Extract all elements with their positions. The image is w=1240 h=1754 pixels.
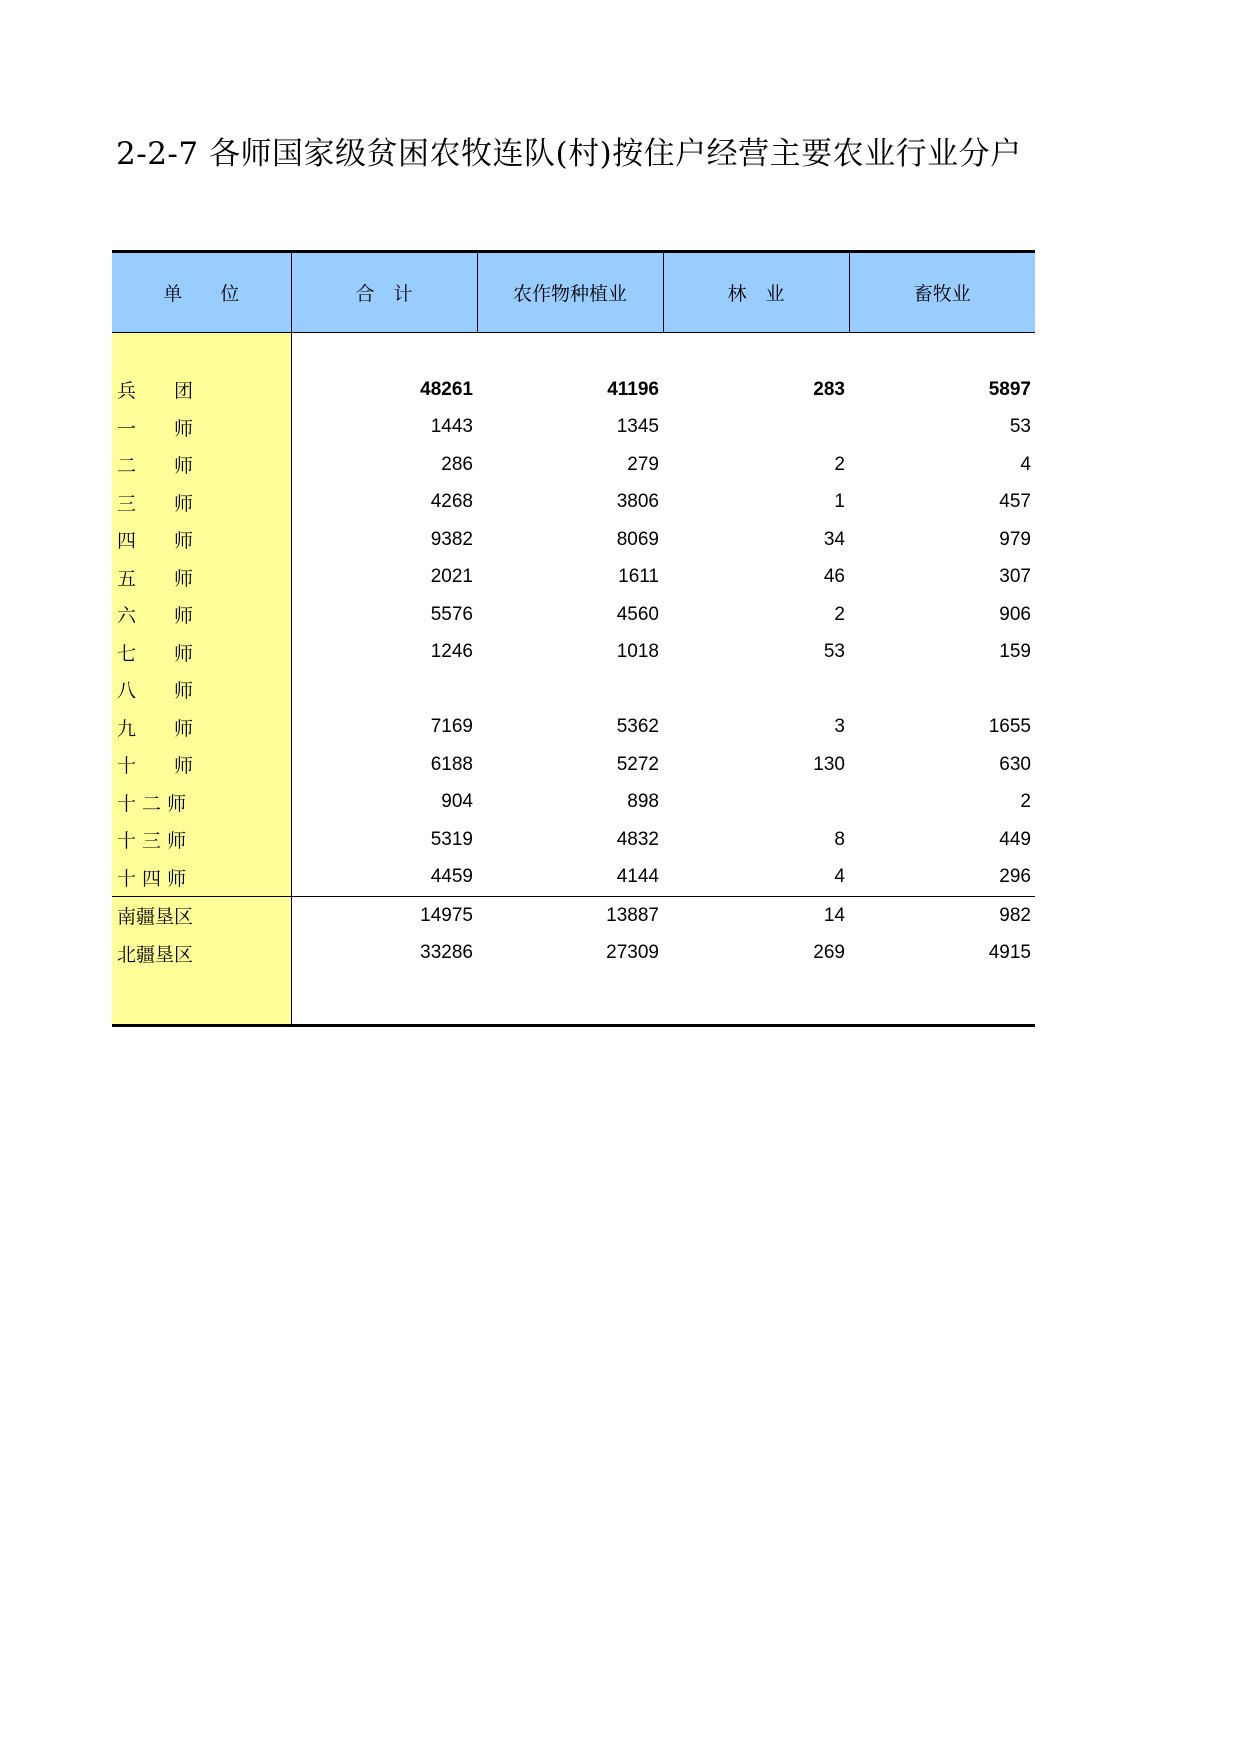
cell-forestry: 46 — [823, 566, 845, 588]
header-crop-farming: 农作物种植业 — [477, 252, 663, 333]
cell-forestry: 283 — [813, 378, 845, 400]
cell-crop: 41196 — [607, 378, 659, 400]
table-row — [112, 634, 1035, 672]
cell-livestock — [849, 671, 1035, 709]
row-label: 十 师 — [112, 746, 291, 784]
table-row — [112, 484, 1035, 522]
cell-crop: 4560 — [616, 603, 659, 625]
page-title: 2-2-7 各师国家级贫困农牧连队(村)按住户经营主要农业行业分户 — [116, 136, 1022, 172]
table-row — [112, 671, 1035, 709]
row-label: 九 师 — [112, 709, 291, 747]
row-label: 十 二 师 — [112, 784, 291, 822]
cell-forestry: 269 — [813, 942, 845, 964]
cell-crop: 5362 — [616, 716, 659, 738]
header-forestry: 林 业 — [663, 252, 849, 333]
row-label: 五 师 — [112, 559, 291, 597]
cell-livestock: 159 — [999, 641, 1031, 663]
table-row — [112, 859, 1035, 897]
cell-livestock: 53 — [1009, 416, 1031, 438]
data-table — [112, 250, 1035, 1027]
cell-livestock: 906 — [999, 603, 1031, 625]
cell-forestry: 130 — [813, 753, 845, 775]
cell-total: 33286 — [420, 942, 473, 964]
cell-forestry — [663, 409, 849, 447]
data-table-container — [112, 250, 1035, 1027]
cell-crop: 898 — [627, 791, 659, 813]
row-label: 二 师 — [112, 446, 291, 484]
header-row — [112, 252, 1035, 333]
table-row — [112, 371, 1035, 409]
row-label: 八 师 — [112, 671, 291, 709]
cell-livestock: 4 — [1020, 453, 1031, 475]
cell-livestock: 2 — [1020, 791, 1031, 813]
cell-crop: 27309 — [606, 942, 659, 964]
cell-livestock: 1655 — [988, 716, 1031, 738]
cell-crop: 3806 — [616, 491, 659, 513]
cell-livestock: 307 — [999, 566, 1031, 588]
cell-forestry: 4 — [834, 866, 845, 888]
cell-forestry — [663, 671, 849, 709]
cell-livestock: 4915 — [988, 942, 1031, 964]
table-row — [112, 521, 1035, 559]
cell-total: 5319 — [430, 828, 473, 850]
cell-forestry: 3 — [834, 716, 845, 738]
row-label: 北疆垦区 — [112, 935, 291, 973]
cell-total: 1443 — [430, 416, 473, 438]
cell-total: 286 — [441, 453, 473, 475]
cell-total: 14975 — [291, 897, 477, 935]
cell-total: 1246 — [430, 641, 473, 663]
cell-total: 7169 — [430, 716, 473, 738]
row-label: 七 师 — [112, 634, 291, 672]
cell-crop: 13887 — [477, 897, 663, 935]
table-row — [112, 559, 1035, 597]
cell-crop: 4144 — [616, 866, 659, 888]
cell-crop — [477, 671, 663, 709]
header-livestock: 畜牧业 — [849, 252, 1035, 333]
cell-crop: 279 — [627, 453, 659, 475]
table-row — [112, 821, 1035, 859]
table-row — [112, 709, 1035, 747]
header-unit: 单 位 — [112, 252, 291, 333]
spacer-row — [112, 333, 1035, 372]
cell-livestock: 5897 — [988, 378, 1031, 400]
row-label: 三 师 — [112, 484, 291, 522]
cell-forestry: 8 — [834, 828, 845, 850]
cell-total: 2021 — [430, 566, 473, 588]
row-label: 南疆垦区 — [112, 897, 291, 935]
cell-crop: 5272 — [616, 753, 659, 775]
table-row — [112, 784, 1035, 822]
cell-livestock: 457 — [999, 491, 1031, 513]
cell-forestry: 34 — [823, 528, 845, 550]
cell-total: 5576 — [430, 603, 473, 625]
cell-crop: 1345 — [616, 416, 659, 438]
cell-crop: 8069 — [616, 528, 659, 550]
row-label: 十 四 师 — [112, 859, 291, 897]
table-bottom-spacer — [112, 972, 1035, 1026]
cell-total: 904 — [441, 791, 473, 813]
cell-total: 9382 — [430, 528, 473, 550]
header-total: 合 计 — [291, 252, 477, 333]
cell-total: 4268 — [430, 491, 473, 513]
table-row — [112, 897, 1035, 935]
cell-livestock: 296 — [999, 866, 1031, 888]
table-row — [112, 746, 1035, 784]
cell-forestry: 1 — [834, 491, 845, 513]
row-label: 十 三 师 — [112, 821, 291, 859]
cell-forestry: 2 — [834, 603, 845, 625]
cell-livestock: 979 — [999, 528, 1031, 550]
cell-crop: 1611 — [618, 566, 659, 588]
cell-total: 6188 — [430, 753, 473, 775]
cell-crop: 4832 — [616, 828, 659, 850]
table-row — [112, 446, 1035, 484]
cell-livestock: 630 — [999, 753, 1031, 775]
row-label: 四 师 — [112, 521, 291, 559]
row-label: 一 师 — [112, 409, 291, 447]
cell-total: 4459 — [430, 866, 473, 888]
cell-crop: 1018 — [616, 641, 659, 663]
cell-livestock: 982 — [849, 897, 1035, 935]
cell-forestry: 2 — [834, 453, 845, 475]
cell-forestry: 14 — [663, 897, 849, 935]
cell-livestock: 449 — [999, 828, 1031, 850]
cell-forestry — [663, 784, 849, 822]
table-row — [112, 935, 1035, 973]
cell-total: 48261 — [420, 378, 473, 400]
table-row — [112, 409, 1035, 447]
cell-forestry: 53 — [823, 641, 845, 663]
row-label: 六 师 — [112, 596, 291, 634]
row-label: 兵 团 — [112, 371, 291, 409]
table-row — [112, 596, 1035, 634]
cell-total — [291, 671, 477, 709]
